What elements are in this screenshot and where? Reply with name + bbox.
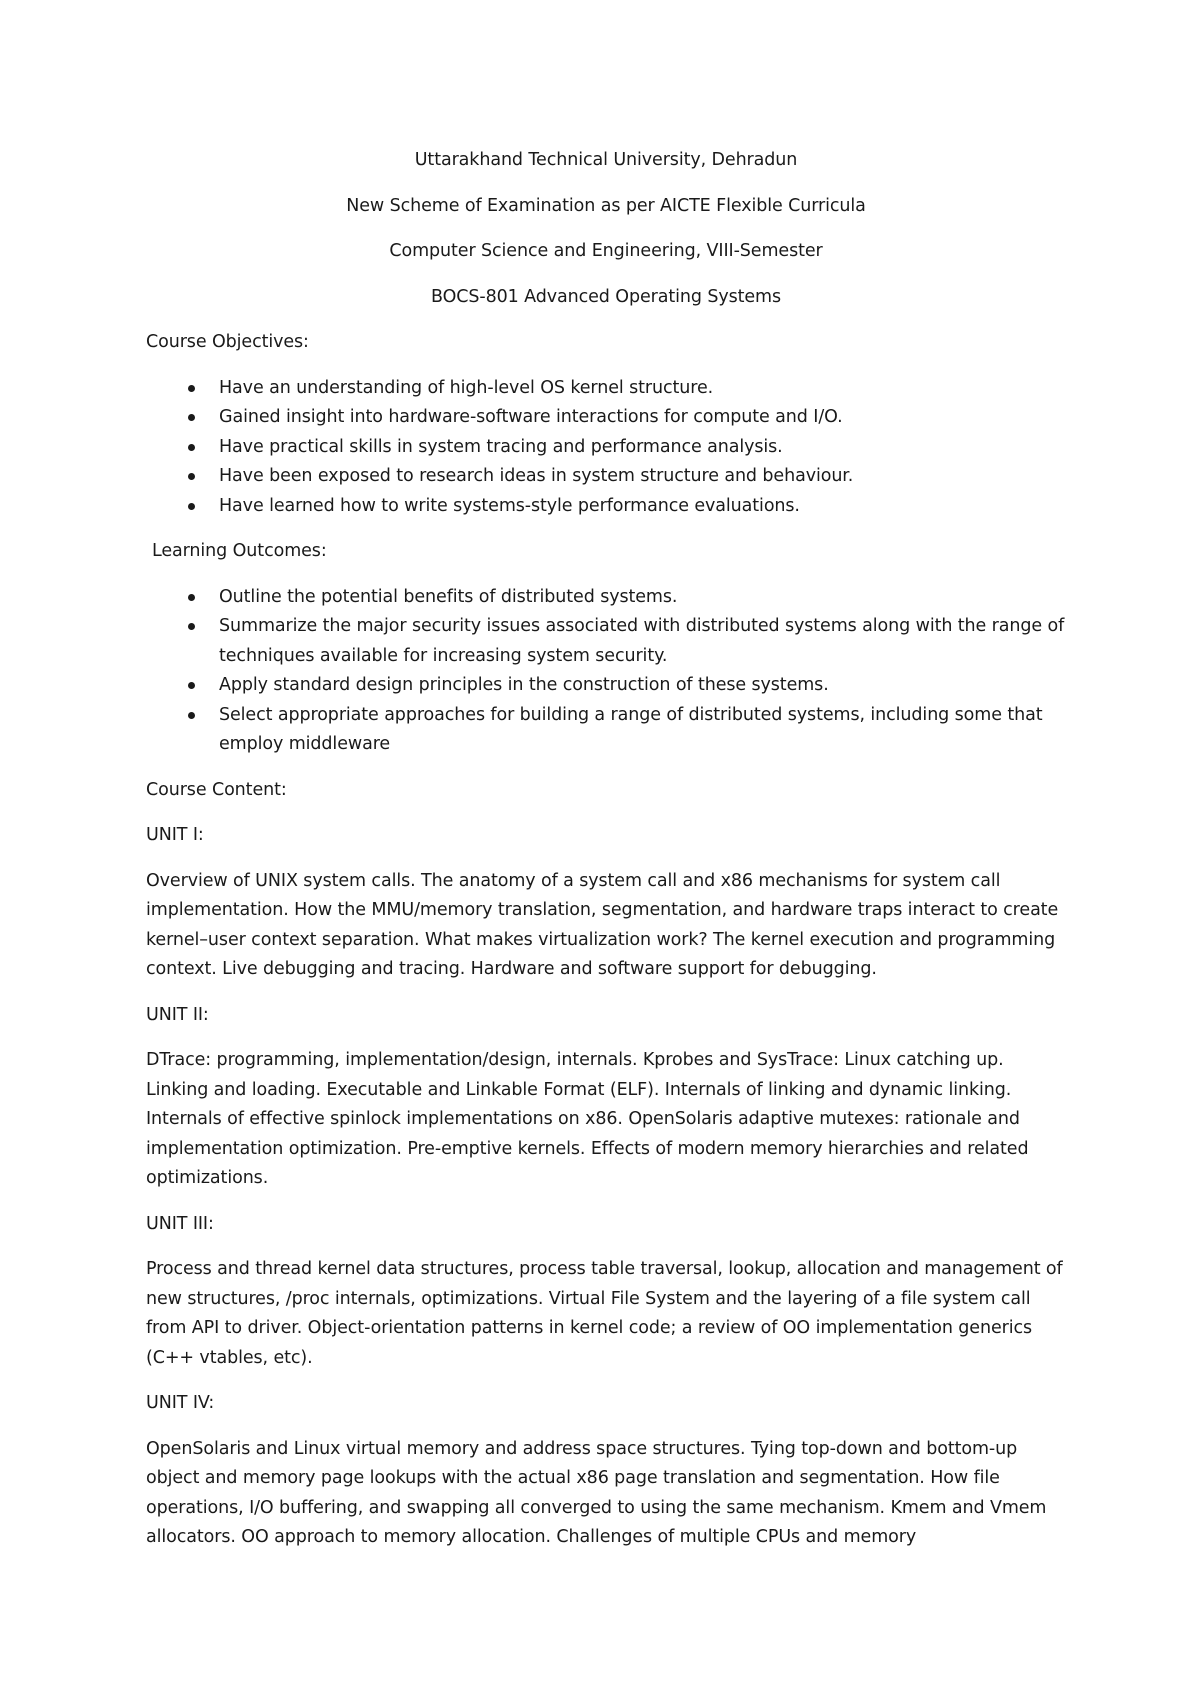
bullet-icon: [188, 385, 195, 392]
scheme-title: New Scheme of Examination as per AICTE Flexible Curricula: [346, 195, 866, 216]
list-item-text: Select appropriate approaches for building a range of distributed systems, including some that employ middleware: [219, 704, 1043, 754]
list-item-text: Have an understanding of high-level OS kernel structure.: [219, 377, 714, 398]
objectives-list: [146, 374, 1066, 522]
unit-1-text: Overview of UNIX system calls. The anatomy of a system call and x86 mechanisms for system call implementation. How the MMU/memory translation, segmentation, and hardware traps interact to create kernel–user context separation. What makes virtualization work? The kernel execution and programming context. Live debugging and tracing. Hardware and software support for debugging.: [146, 870, 1059, 979]
list-item-text: Apply standard design principles in the construction of these systems.: [219, 675, 829, 695]
list-item: [146, 612, 1066, 671]
list-item: [146, 374, 1066, 404]
bullet-icon: [188, 444, 195, 451]
list-item: [146, 433, 1066, 463]
unit-2-title: UNIT II:: [146, 1004, 209, 1025]
list-item-text: Have practical skills in system tracing and performance analysis.: [219, 436, 783, 457]
unit-3-text: Process and thread kernel data structures, process table traversal, lookup, allocation and management of new structures, /proc internals, optimizations. Virtual File System and the layering of a file system call from API to driver. Object-orientation patterns in kernel code; a review of OO implementation generics (C++ vtables, etc).: [146, 1259, 1063, 1368]
bullet-icon: [188, 682, 195, 689]
list-item-text: Have been exposed to research ideas in system structure and behaviour.: [219, 466, 854, 486]
unit-3-title: UNIT III:: [146, 1213, 214, 1234]
list-item-text: Summarize the major security issues associated with distributed systems along with the range of techniques available for increasing system security.: [219, 616, 1065, 666]
department-semester: Computer Science and Engineering, VIII-Semester: [389, 241, 823, 261]
list-item-text: Outline the potential benefits of distributed systems.: [219, 586, 678, 607]
outcomes-heading: Learning Outcomes:: [152, 541, 327, 561]
list-item: [146, 462, 1066, 492]
outcomes-list: [146, 583, 1066, 760]
content-heading: Course Content:: [146, 779, 287, 800]
list-item: [146, 492, 1066, 522]
list-item: [146, 403, 1066, 433]
unit-4-title: UNIT IV:: [146, 1393, 215, 1413]
bullet-icon: [188, 594, 195, 601]
university-title: Uttarakhand Technical University, Dehradun: [414, 150, 798, 170]
bullet-icon: [188, 414, 195, 421]
list-item: [146, 701, 1066, 760]
bullet-icon: [188, 712, 195, 719]
unit-1-title: UNIT I:: [146, 825, 204, 845]
document-body: [146, 146, 1066, 1569]
unit-4-text: OpenSolaris and Linux virtual memory and address space structures. Tying top-down and bottom-up object and memory page lookups with the actual x86 page translation and segmentation. How file operations, I/O buffering, and swapping all converged to using the same mechanism. Kmem and Vmem allocators. OO approach to memory allocation. Challenges of multiple CPUs and memory: [146, 1438, 1047, 1547]
bullet-icon: [188, 473, 195, 480]
list-item-text: Have learned how to write systems-style performance evaluations.: [219, 495, 800, 516]
list-item-text: Gained insight into hardware-software interactions for compute and I/O.: [219, 407, 843, 427]
bullet-icon: [188, 503, 195, 510]
bullet-icon: [188, 623, 195, 630]
list-item: [146, 671, 1066, 701]
list-item: [146, 583, 1066, 613]
unit-2-text: DTrace: programming, implementation/design, internals. Kprobes and SysTrace: Linux catching up. Linking and loading. Executable and Linkable Format (ELF). Internals of linking and dynamic linking. Internals of effective spinlock implementations on x86. OpenSolaris adaptive mutexes: rationale and implementation optimization. Pre-emptive kernels. Effects of modern memory hierarchies and related optimizations.: [146, 1050, 1029, 1188]
course-title: BOCS-801 Advanced Operating Systems: [430, 286, 781, 307]
objectives-heading: Course Objectives:: [146, 332, 309, 352]
